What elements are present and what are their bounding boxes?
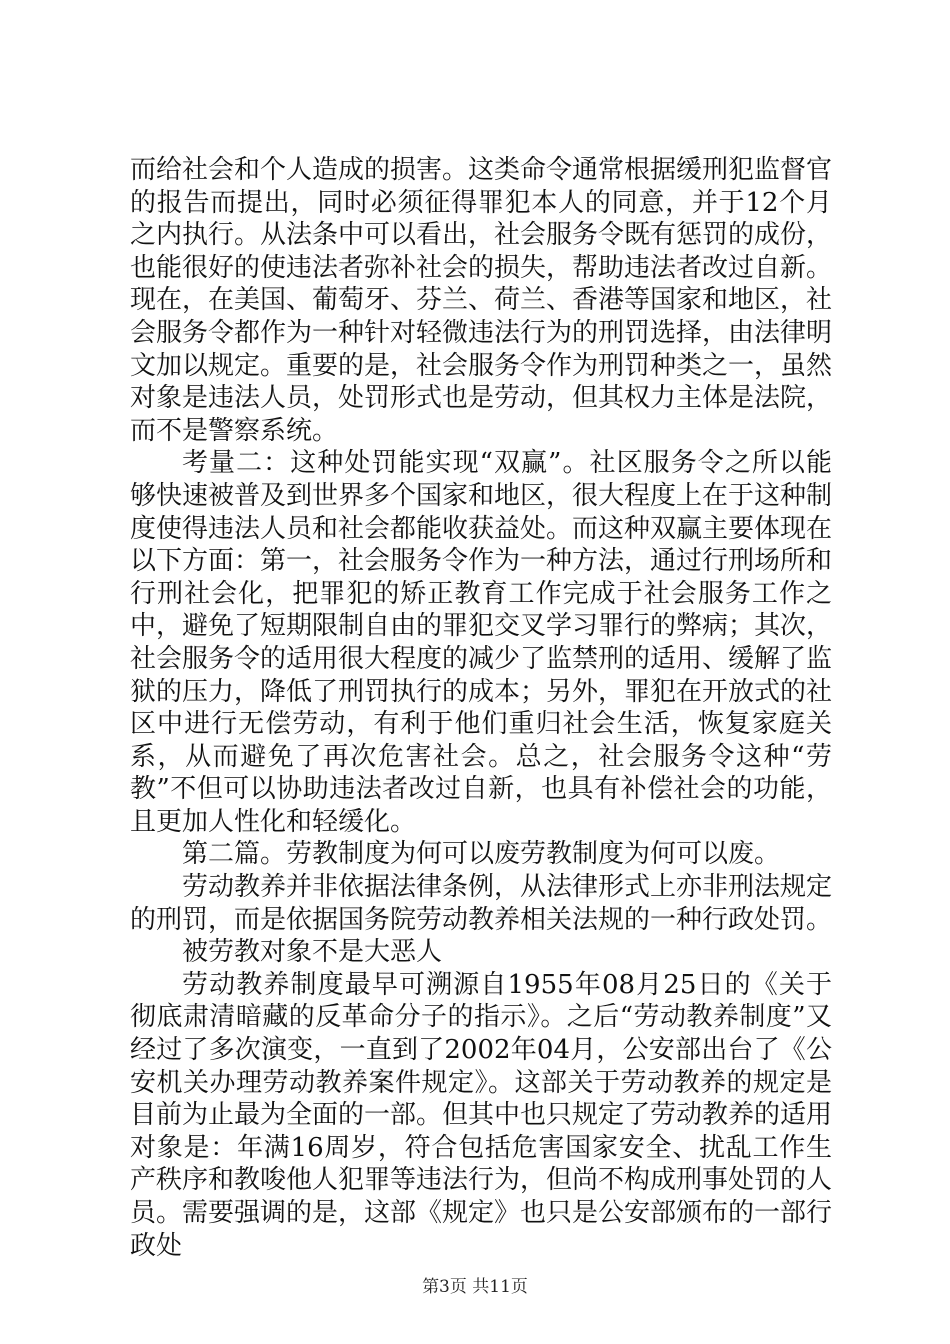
paragraph-2: 考量二：这种处罚能实现“双赢”。社区服务令之所以能够快速被普及到世界多个国家和地区，很大程度上在于这种制度使得违法人员和社会都能收获益处。而这种双赢主要体现在以下方面：第一，社会服务令作为一种方法，通过行刑场所和行刑社会化，把罪犯的矫正教育工作完成于社会服务工作之中，避免了短期限制自由的罪犯交叉学习罪行的弊病；其次，社会服务令的适用很大程度的减少了监禁刑的适用、缓解了监狱的压力，降低了刑罚执行的成本；另外，罪犯在开放式的社区中进行无偿劳动，有利于他们重归社会生活，恢复家庭关系，从而避免了再次危害社会。总之，社会服务令这种“劳教”不但可以协助违法者改过自新，也具有补偿社会的功能，且更加人性化和轻缓化。 xyxy=(130,448,833,837)
section-heading: 第二篇。劳教制度为何可以废劳教制度为何可以废。 xyxy=(182,839,781,870)
paragraph-4: 劳动教养制度最早可溯源自1955年08月25日的《关于彻底肃清暗藏的反革命分子的指示》。之后“劳动教养制度”又经过了多次演变，一直到了2002年04月，公安部出台了《公安机关办理劳动教养案件规定》。这部关于劳动教养的规定是目前为止最为全面的一部。但其中也只规定了劳动教养的适用对象是：年满16周岁，符合包括危害国家安全、扰乱工作生产秩序和教唆他人犯罪等违法行为，但尚不构成刑事处罚的人员。需要强调的是，这部《规定》也只是公安部颁布的一部行政处 xyxy=(130,969,833,1261)
paragraph-1: 而给社会和个人造成的损害。这类命令通常根据缓刑犯监督官的报告而提出，同时必须征得罪犯本人的同意，并于12个月之内执行。从法条中可以看出，社会服务令既有惩罚的成份，也能很好的使违法者弥补社会的损失，帮助违法者改过自新。现在，在美国、葡萄牙、芬兰、荷兰、香港等国家和地区，社会服务令都作为一种针对轻微违法行为的刑罚选择，由法律明文加以规定。重要的是，社会服务令作为刑罚种类之一，虽然对象是违法人员，处罚形式也是劳动，但其权力主体是法院，而不是警察系统。 xyxy=(130,155,833,446)
subheading: 被劳教对象不是大恶人 xyxy=(182,937,443,968)
page-number-footer: 第3页 共11页 xyxy=(422,1277,528,1297)
document-body xyxy=(130,154,832,1262)
paragraph-3: 劳动教养并非依据法律条例，从法律形式上亦非刑法规定的刑罚，而是依据国务院劳动教养相关法规的一种行政处罚。 xyxy=(130,872,833,935)
